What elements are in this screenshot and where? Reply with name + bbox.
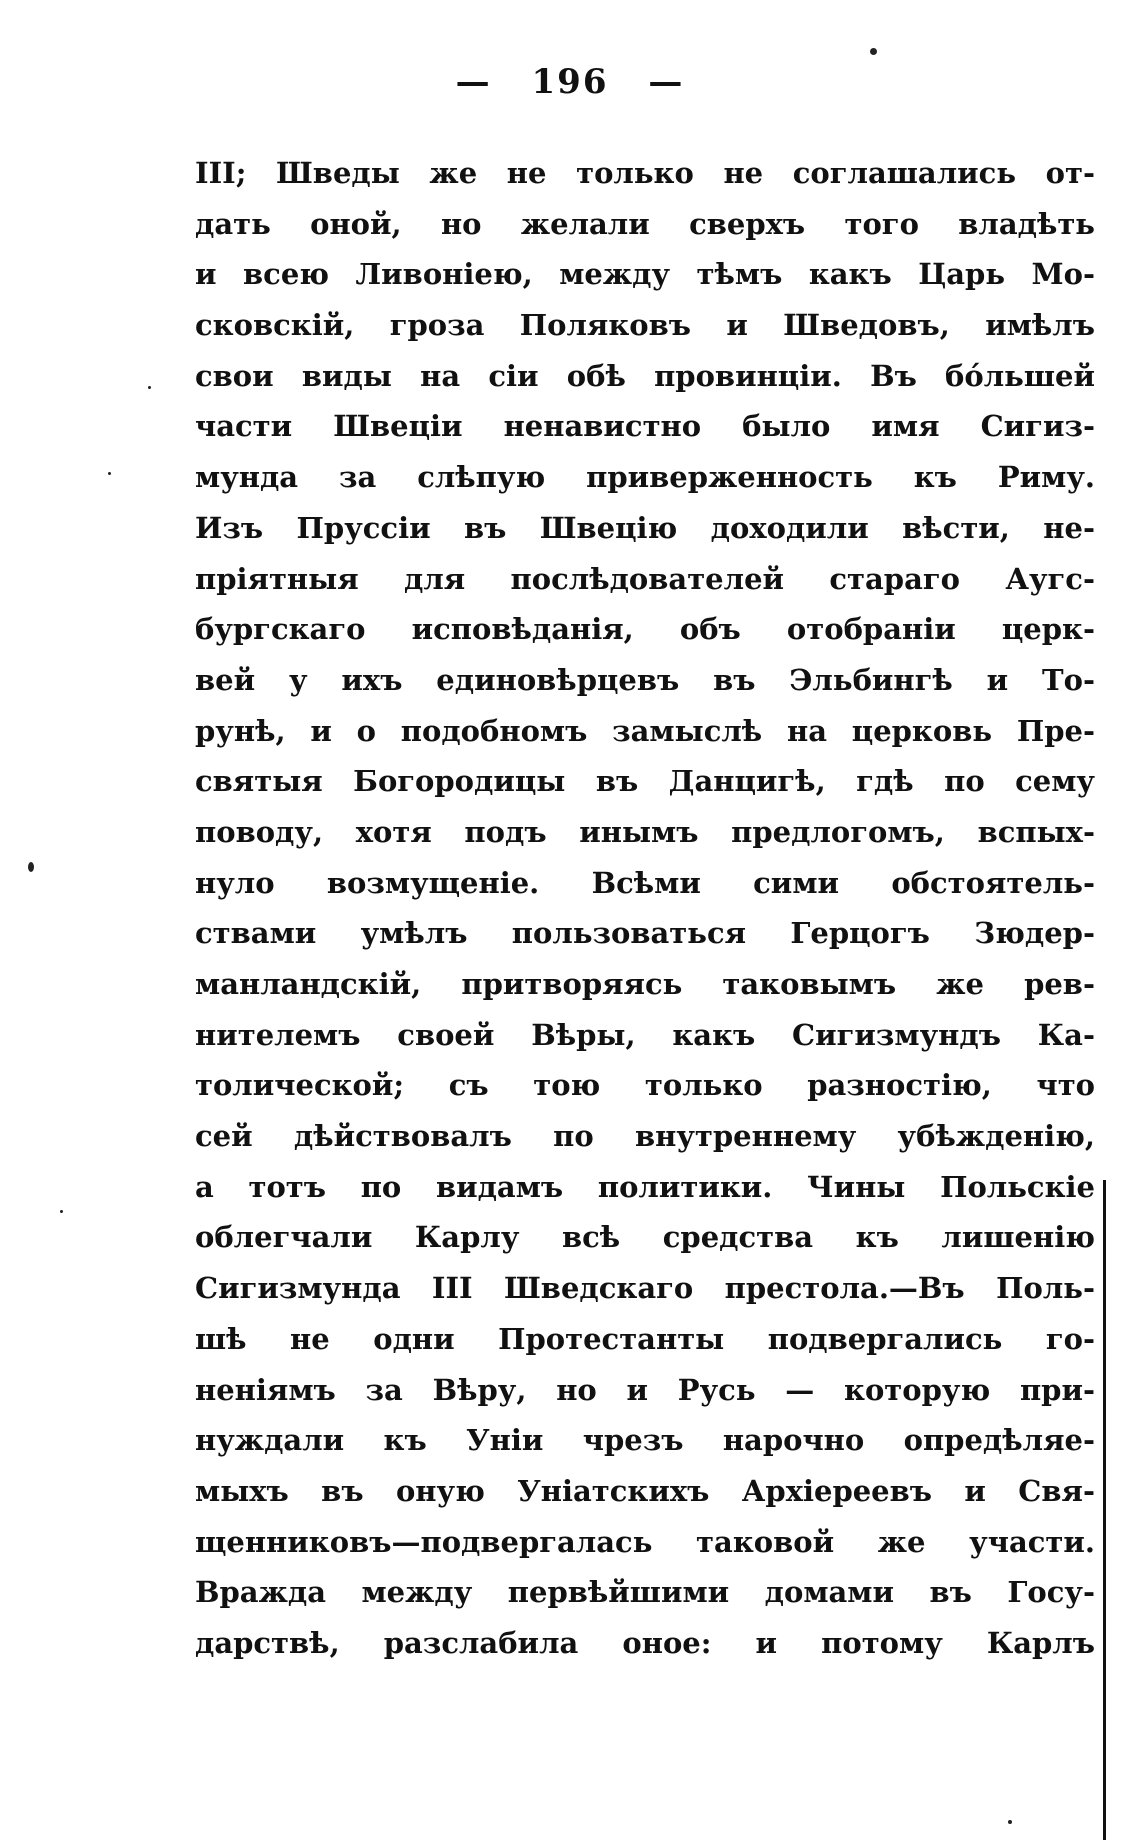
text-line: рунѣ, и о подобномъ замыслѣ на церковь Пре-	[195, 713, 1095, 748]
text-line: поводу, хотя подъ инымъ предлогомъ, вспых-	[195, 814, 1095, 849]
text-line: щенниковъ—подвергалась таковой же участи.	[195, 1524, 1095, 1559]
ink-speck	[108, 472, 111, 475]
page-number: 196	[531, 62, 609, 102]
text-line: дарствѣ, разслабила оное: и потому Карлъ	[195, 1625, 1095, 1660]
text-line: пріятныя для послѣдователей стараго Аугс-	[195, 561, 1095, 596]
ink-speck	[60, 1210, 63, 1213]
text-line: вей у ихъ единовѣрцевъ въ Эльбингѣ и То-	[195, 662, 1095, 697]
header-dash-left: —	[455, 62, 492, 102]
text-line: неніямъ за Вѣру, но и Русь — которую при-	[195, 1372, 1095, 1407]
text-line: Сигизмунда III Шведскаго престола.—Въ Поль-	[195, 1271, 1095, 1306]
header-dash-right: —	[648, 62, 685, 102]
text-line: мыхъ въ оную Уніатскихъ Архіереевъ и Свя-	[195, 1473, 1095, 1508]
text-line: и всею Ливоніею, между тѣмъ какъ Царь Мо-	[195, 257, 1095, 292]
text-line: мунда за слѣпую приверженность къ Риму.	[195, 460, 1095, 495]
text-line: толической; съ тою только разностію, что	[195, 1068, 1095, 1103]
text-line: облегчали Карлу всѣ средства къ лишенію	[195, 1220, 1095, 1255]
ink-speck	[870, 48, 877, 55]
text-line: III; Шведы же не только не соглашались от-	[195, 156, 1095, 190]
text-line: Изъ Пруссіи въ Швецію доходили вѣсти, не-	[195, 510, 1095, 545]
ink-speck	[1008, 1820, 1012, 1824]
text-line: манландскій, притворяясь таковымъ же рев-	[195, 967, 1095, 1001]
text-line: а тотъ по видамъ политики. Чины Польскіе	[195, 1169, 1095, 1204]
text-line: Вражда между первѣйшими домами въ Госу-	[195, 1575, 1095, 1610]
text-line: бургскаго исповѣданія, объ отобраніи церк-	[195, 612, 1095, 647]
text-line: части Швеціи ненавистно было имя Сигиз-	[195, 409, 1095, 444]
text-line: нуждали къ Уніи чрезъ нарочно опредѣляе-	[195, 1423, 1095, 1458]
text-line: дать оной, но желали сверхъ того владѣть	[195, 206, 1095, 241]
page-header	[0, 62, 1140, 102]
text-line: ствами умѣлъ пользоваться Герцогъ Зюдер-	[195, 916, 1095, 951]
text-line: шѣ не одни Протестанты подвергались го-	[195, 1321, 1095, 1356]
ink-speck	[148, 386, 151, 389]
ink-speck	[28, 862, 34, 872]
text-line: сковскій, гроза Поляковъ и Шведовъ, имѣлъ	[195, 308, 1095, 343]
body-text	[195, 148, 1095, 1669]
page-edge-rule	[1103, 1180, 1106, 1840]
text-line: святыя Богородицы въ Данцигѣ, гдѣ по сему	[195, 764, 1095, 799]
text-line: нуло возмущеніе. Всѣми сими обстоятель-	[195, 865, 1095, 900]
text-line: свои виды на сіи обѣ провинціи. Въ бо́льшей	[195, 358, 1095, 393]
text-line: сей дѣйствовалъ по внутреннему убѣжденію,	[195, 1119, 1095, 1154]
text-line: нителемъ своей Вѣры, какъ Сигизмундъ Ка-	[195, 1017, 1095, 1052]
